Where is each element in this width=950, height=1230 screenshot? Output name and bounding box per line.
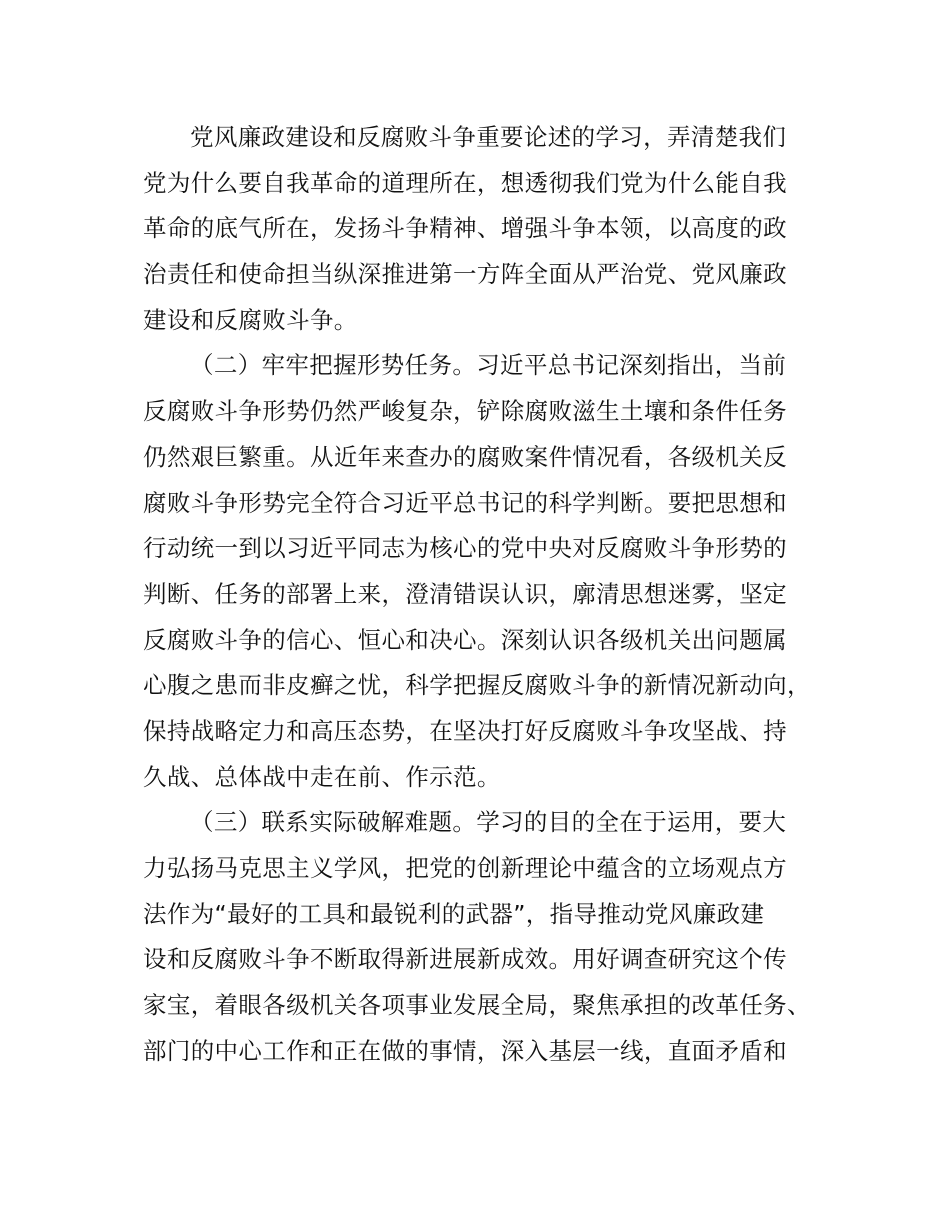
paragraph-line: 党风廉政建设和反腐败斗争重要论述的学习，弄清楚我们	[190, 123, 787, 151]
paragraph-2	[143, 343, 843, 800]
paragraph-line: 治责任和使命担当纵深推进第一方阵全面从严治党、党风廉政	[143, 260, 787, 289]
paragraph-line: 反腐败斗争的信心、恒心和决心。深刻认识各级机关出问题属	[143, 625, 787, 654]
paragraph-line: 腐败斗争形势完全符合习近平总书记的科学判断。要把思想和	[143, 488, 787, 517]
paragraph-line: 设和反腐败斗争不断取得新进展新成效。用好调查研究这个传	[143, 945, 787, 974]
paragraph-line: 法作为“最好的工具和最锐利的武器”，指导推动党风廉政建	[143, 899, 765, 928]
paragraph-3	[143, 800, 843, 1074]
paragraph-line: 建设和反腐败斗争。	[143, 305, 358, 334]
paragraph-line: 心腹之患而非皮癣之忧，科学把握反腐败斗争的新情况新动向，	[143, 671, 811, 700]
paragraph-line: 保持战略定力和高压态势，在坚决打好反腐败斗争攻坚战、持	[143, 716, 787, 745]
paragraph-line: 党为什么要自我革命的道理所在，想透彻我们党为什么能自我	[143, 168, 787, 197]
paragraph-line: （三）联系实际破解难题。学习的目的全在于运用，要大	[190, 808, 787, 837]
paragraph-line: 行动统一到以习近平同志为核心的党中央对反腐败斗争形势的	[143, 534, 787, 563]
paragraph-line: 家宝，着眼各级机关各项事业发展全局，聚焦承担的改革任务、	[143, 991, 811, 1020]
paragraph-line: 判断、任务的部署上来，澄清错误认识，廓清思想迷雾，坚定	[143, 579, 787, 608]
body-text	[143, 115, 843, 1074]
paragraph-line: 力弘扬马克思主义学风，把党的创新理论中蕴含的立场观点方	[143, 854, 787, 882]
paragraph-line: （二）牢牢把握形势任务。习近平总书记深刻指出，当前	[190, 351, 787, 380]
paragraph-line: 反腐败斗争形势仍然严峻复杂，铲除腐败滋生土壤和条件任务	[143, 397, 787, 426]
paragraph-line: 仍然艰巨繁重。从近年来查办的腐败案件情况看，各级机关反	[143, 442, 787, 471]
paragraph-line: 部门的中心工作和正在做的事情，深入基层一线，直面矛盾和	[143, 1036, 787, 1065]
paragraph-line: 革命的底气所在，发扬斗争精神、增强斗争本领，以高度的政	[143, 214, 787, 243]
paragraph-1	[143, 115, 843, 343]
paragraph-line: 久战、总体战中走在前、作示范。	[143, 762, 501, 791]
